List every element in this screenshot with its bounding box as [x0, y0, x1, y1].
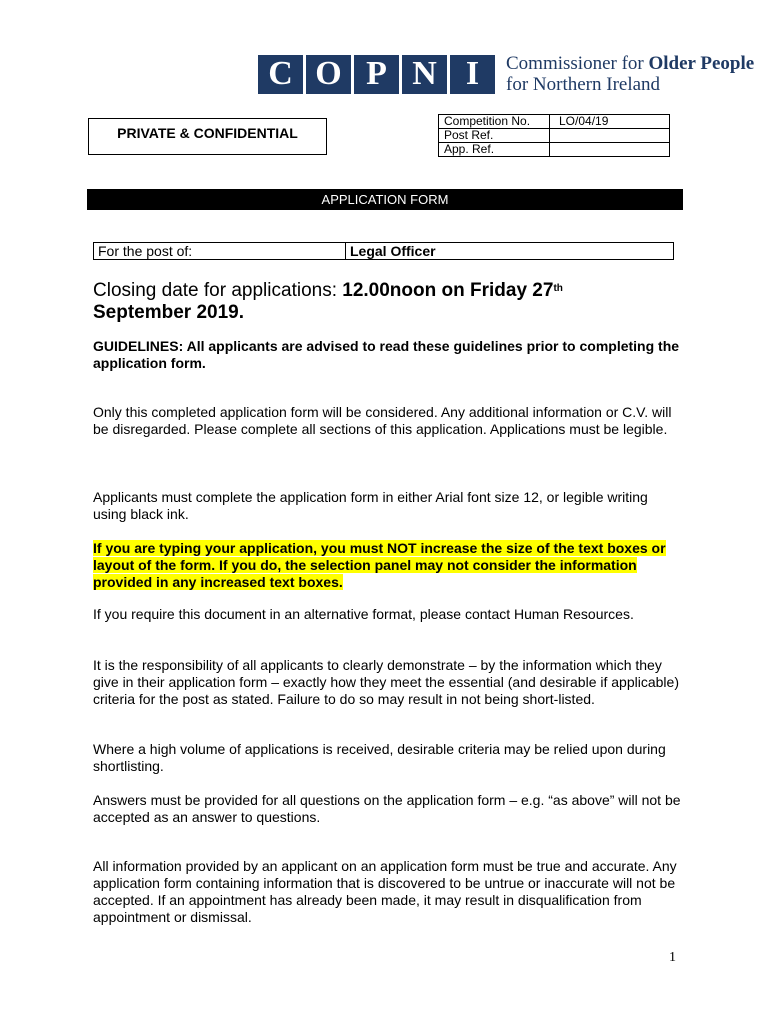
- table-row: [439, 115, 670, 129]
- app-ref-value[interactable]: [550, 143, 670, 157]
- post-label: For the post of:: [94, 243, 346, 260]
- table-row: [439, 129, 670, 143]
- logo-line-1: [506, 53, 754, 74]
- paragraph-1: Only this completed application form will be considered. Any additional information or C.V. will be disregarded. Please complete all sections of this application. Applications must be legible.: [93, 404, 672, 437]
- competition-no-label: Competition No.: [439, 115, 550, 129]
- closing-date-sup: th: [553, 283, 563, 294]
- logo-line-1-regular: Commissioner for: [506, 53, 649, 74]
- table-row: [94, 243, 674, 260]
- paragraph-8: All information provided by an applicant on an application form must be true and accurate. Any application form containing information that is discovered to be untrue or inaccurate will not be accepted. If an appointment has already been made, it may result in disqualification from appointment or dismissal.: [93, 858, 677, 925]
- paragraph-5: It is the responsibility of all applicants to clearly demonstrate – by the information which they give in their application form – exactly how they meet the essential (and desirable if applicable) criteria for the post as stated. Failure to do so may result in not being short-listed.: [93, 657, 679, 707]
- closing-date: [93, 280, 693, 324]
- paragraph-2: Applicants must complete the application form in either Arial font size 12, or legible writing using black ink.: [93, 489, 648, 522]
- logo-letters: [258, 55, 495, 94]
- logo-letter: C: [258, 55, 303, 94]
- form-title-bar: APPLICATION FORM: [87, 189, 683, 210]
- page-number: 1: [669, 950, 676, 965]
- paragraph-4: If you require this document in an alternative format, please contact Human Resources.: [93, 606, 634, 622]
- copni-logo: [258, 54, 754, 94]
- closing-prefix: Closing date for applications:: [93, 280, 343, 301]
- closing-date-line2: September 2019.: [93, 302, 245, 323]
- highlight-warning: [93, 540, 683, 591]
- paragraph-6: Where a high volume of applications is received, desirable criteria may be relied upon during shortlisting.: [93, 741, 666, 774]
- logo-letter: P: [354, 55, 399, 94]
- post-ref-label: Post Ref.: [439, 129, 550, 143]
- post-value[interactable]: Legal Officer: [346, 243, 674, 260]
- logo-line-2: for Northern Ireland: [506, 74, 661, 95]
- highlight-text: If you are typing your application, you must NOT increase the size of the text boxes or layout of the form. If you do, the selection panel may not consider the information provided in any increased text boxes.: [93, 540, 666, 590]
- logo-text: [506, 53, 754, 95]
- post-ref-value[interactable]: [550, 129, 670, 143]
- guidelines-heading: GUIDELINES: All applicants are advised to read these guidelines prior to completing the application form.: [93, 338, 680, 371]
- closing-date-bold: 12.00noon on Friday 27: [342, 280, 554, 301]
- competition-no-value[interactable]: LO/04/19: [550, 115, 670, 129]
- logo-letter: I: [450, 55, 495, 94]
- table-row: [439, 143, 670, 157]
- reference-table: [438, 114, 670, 157]
- post-table: [93, 242, 674, 260]
- logo-letter: N: [402, 55, 447, 94]
- logo-line-1-bold: Older People: [648, 53, 755, 74]
- paragraph-7: Answers must be provided for all questions on the application form – e.g. “as above” will not be accepted as an answer to questions.: [93, 792, 681, 825]
- logo-letter: O: [306, 55, 351, 94]
- confidential-box: PRIVATE & CONFIDENTIAL: [88, 118, 327, 155]
- app-ref-label: App. Ref.: [439, 143, 550, 157]
